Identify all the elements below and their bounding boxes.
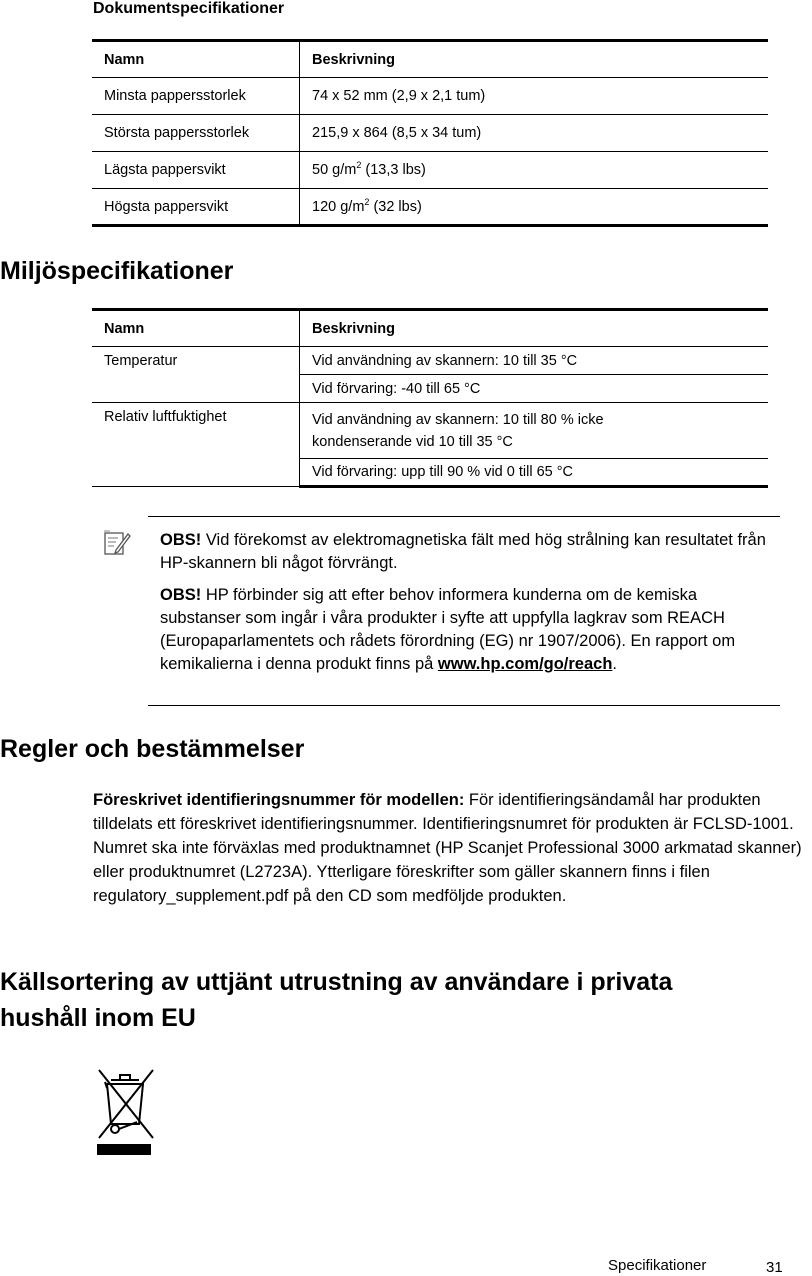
- disposal-heading-line: hushåll inom EU: [0, 1004, 196, 1032]
- note-text: Vid förekomst av elektromagnetiska fält med hög strålning kan resultatet från HP-skannern bli något förvrängt.: [160, 531, 766, 572]
- desc-value: 50 g/m: [312, 162, 357, 178]
- env-spec-heading: Miljöspecifikationer: [0, 257, 234, 285]
- col-header-name: Namn: [92, 310, 300, 347]
- note-icon: [102, 528, 132, 558]
- superscript: 2: [364, 196, 370, 207]
- cell-name: Lägsta pappersvikt: [92, 152, 300, 189]
- desc-value: 120 g/m: [312, 198, 365, 215]
- note-text: HP förbinder sig att efter behov informera kunderna om de kemiska substanser som ingår i våra produkter i syfte att uppfylla lagkrav som REACH (Europaparlamentets och rådets förordning (EG) nr 1907/2006). En rapport om kemikalierna i denna produkt finns på: [160, 586, 736, 673]
- desc-unit: (32 lbs): [369, 198, 422, 215]
- col-header-name: Namn: [92, 41, 300, 78]
- cell-desc: Vid förvaring: upp till 90 % vid 0 till 65 °C: [300, 459, 769, 487]
- regulatory-paragraph: [93, 788, 812, 908]
- note-2: [160, 584, 780, 676]
- doc-spec-heading: Dokumentspecifikationer: [93, 0, 285, 17]
- disposal-heading: [0, 964, 672, 1036]
- note-label: OBS!: [160, 586, 202, 604]
- cell-desc: 215,9 x 864 (8,5 x 34 tum): [300, 115, 769, 152]
- note-end: .: [612, 655, 618, 673]
- cell-desc: [300, 152, 769, 189]
- cell-desc: Vid förvaring: -40 till 65 °C: [300, 375, 769, 403]
- desc-line: Vid användning av skannern: 10 till 80 % icke: [312, 411, 604, 428]
- regulatory-heading: Regler och bestämmelser: [0, 735, 305, 763]
- regulatory-text: För identifieringsändamål har produkten tilldelats ett föreskrivet identifieringsnummer. Identifieringsnumret för produkten är FCLSD-1001. Numret ska inte förväxlas med produktnamnet (HP Scanjet Professional 3000 arkmatad skanner) eller produktnumret (L2723A). Ytterligare föreskrifter som gäller skannern finns i filen regulatory_supplement.pdf på den CD som medföljde produkten.: [93, 791, 802, 905]
- note-label: OBS!: [160, 531, 202, 549]
- note-box: [148, 516, 780, 706]
- cell-name: Relativ luftfuktighet: [92, 403, 300, 487]
- disposal-heading-line: Källsortering av uttjänt utrustning av användare i privata: [0, 968, 673, 996]
- col-header-desc: Beskrivning: [300, 41, 769, 78]
- col-header-desc: Beskrivning: [300, 310, 769, 347]
- table-row: [92, 78, 768, 115]
- table-row: [92, 115, 768, 152]
- cell-desc: [300, 189, 769, 226]
- desc-unit: (13,3 lbs): [361, 162, 426, 178]
- env-spec-table: [92, 308, 768, 488]
- reach-link[interactable]: www.hp.com/go/reach: [437, 655, 613, 673]
- cell-desc: 74 x 52 mm (2,9 x 2,1 tum): [300, 78, 769, 115]
- note-1: [160, 529, 780, 575]
- footer-section: Specifikationer: [608, 1257, 707, 1274]
- cell-name: Högsta pappersvikt: [92, 189, 300, 226]
- doc-spec-table: [92, 39, 768, 227]
- table-row: [92, 152, 768, 189]
- superscript: 2: [356, 160, 362, 170]
- desc-line: kondenserande vid 10 till 35 °C: [312, 433, 513, 450]
- table-row: [92, 403, 768, 459]
- cell-desc: Vid användning av skannern: 10 till 35 °C: [300, 347, 769, 375]
- regulatory-lead: Föreskrivet identifieringsnummer för modellen:: [93, 791, 465, 809]
- table-header-row: [92, 41, 768, 78]
- table-row: [92, 347, 768, 375]
- cell-name: Temperatur: [92, 347, 300, 403]
- cell-desc: [300, 403, 769, 459]
- cell-name: Minsta pappersstorlek: [92, 78, 300, 115]
- table-row: [92, 189, 768, 226]
- crossed-out-wheelie-bin-icon: [93, 1066, 157, 1158]
- cell-name: Största pappersstorlek: [92, 115, 300, 152]
- table-header-row: [92, 310, 768, 347]
- page-number: 31: [766, 1259, 783, 1276]
